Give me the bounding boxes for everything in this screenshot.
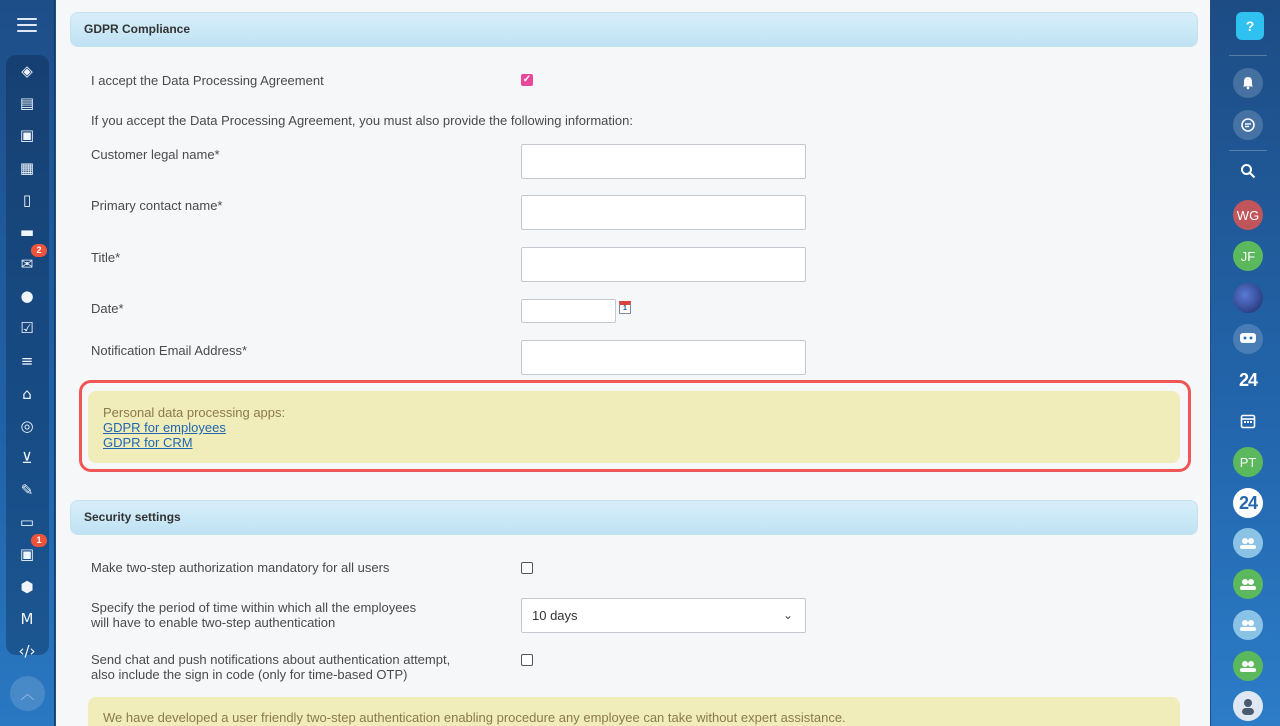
group-avatar-icon[interactable] [1233,610,1263,640]
calendar-icon[interactable]: ▦ [19,159,35,177]
calendar-icon[interactable] [1233,406,1263,436]
period-label-line2: will have to enable two-step authentication [91,615,336,630]
feed-icon[interactable]: ◈ [21,62,33,80]
accept-dpa-label: I accept the Data Processing Agreement [91,73,324,88]
group-chat-icon[interactable] [1233,324,1263,354]
gdpr-section-header: GDPR Compliance [70,12,1198,47]
hamburger-menu-icon[interactable] [17,18,37,34]
two-step-mandatory-label: Make two-step authorization mandatory for all users [91,560,390,575]
document-icon[interactable]: ▯ [22,191,32,209]
drive-icon[interactable]: ▬ [19,223,35,241]
period-label-line1: Specify the period of time within which all the employees [91,600,417,615]
avatar-photo[interactable] [1233,691,1263,721]
right-sidebar [1211,0,1280,726]
group-avatar-icon[interactable] [1233,528,1263,558]
divider [1229,55,1267,56]
group-avatar-icon[interactable] [1233,651,1263,681]
avatar-wg[interactable]: WG [1233,200,1263,230]
search-icon[interactable] [1233,156,1263,186]
tasks-icon[interactable]: ☑ [20,319,34,337]
notification-badge: 1 [31,534,47,547]
primary-contact-name-input[interactable] [521,195,806,230]
filter-icon[interactable]: ≡ [20,352,34,370]
chevron-down-icon: ⌄ [782,608,793,622]
date-input[interactable] [521,299,616,323]
gdpr-for-employees-link[interactable]: GDPR for employees [103,420,226,435]
period-select-value: 10 days [532,608,578,623]
group-icon[interactable]: ● [20,287,34,305]
left-sidebar [0,0,55,726]
bitrix24-app-icon[interactable]: 24 [1233,488,1263,518]
mail-icon[interactable]: ✉ [20,255,34,273]
news-icon[interactable]: ▤ [19,94,35,112]
settings-content [56,0,1210,726]
bitrix24-icon[interactable]: 24 [1238,369,1258,390]
gdpr-for-crm-link[interactable]: GDPR for CRM [103,435,193,450]
bell-icon[interactable] [1233,68,1263,98]
sign-icon[interactable]: ✎ [20,481,34,499]
customer-legal-name-label: Customer legal name* [91,147,220,162]
divider [1229,150,1267,151]
date-label: Date* [91,301,124,316]
scroll-up-button[interactable]: ︿ [10,676,45,711]
title-input[interactable] [521,247,806,282]
notification-badge: 2 [31,244,47,257]
dpa-info-text: If you accept the Data Processing Agreement, you must also provide the following information: [91,113,633,128]
two-step-mandatory-checkbox[interactable] [521,562,533,574]
notify-label-line1: Send chat and push notifications about authentication attempt, [91,652,451,667]
cart-icon[interactable]: ⊻ [21,449,33,467]
avatar-photo[interactable] [1233,283,1263,313]
chat-bubble-icon[interactable] [1233,110,1263,140]
robot-icon[interactable]: ▣ [19,545,35,563]
notification-email-input[interactable] [521,340,806,375]
two-step-period-select[interactable] [521,598,806,633]
notify-auth-label [91,652,450,682]
gdpr-apps-title: Personal data processing apps: [103,405,286,420]
two-step-period-label [91,600,416,630]
box-icon[interactable]: ⬢ [20,578,34,596]
primary-contact-name-label: Primary contact name* [91,198,223,213]
target-icon[interactable]: ◎ [20,417,34,435]
notify-label-line2: also include the sign in code (only for time-based OTP) [91,667,408,682]
gdpr-apps-box [88,391,1180,463]
two-step-info-box [88,697,1180,726]
contact-card-icon[interactable]: ▭ [19,513,35,531]
notification-email-label: Notification Email Address* [91,343,248,358]
avatar-pt[interactable]: PT [1233,447,1263,477]
group-avatar-icon[interactable] [1233,569,1263,599]
chat-icon[interactable]: ▣ [19,126,35,144]
code-icon[interactable]: ‹/› [18,642,36,660]
avatar-jf[interactable]: JF [1233,241,1263,271]
customer-legal-name-input[interactable] [521,144,806,179]
notify-auth-checkbox[interactable] [521,654,533,666]
two-step-info-text: We have developed a user friendly two-step authentication enabling procedure any employee can take without expert assistance. [103,710,846,725]
bank-icon[interactable]: ⌂ [22,385,32,403]
help-icon[interactable]: ? [1236,12,1264,40]
calendar-picker-icon[interactable]: 1 [619,301,631,314]
accept-dpa-checkbox[interactable]: ✓ [522,74,532,85]
security-section-header: Security settings [70,500,1198,535]
title-label: Title* [91,250,121,265]
market-icon[interactable]: M [20,610,34,628]
